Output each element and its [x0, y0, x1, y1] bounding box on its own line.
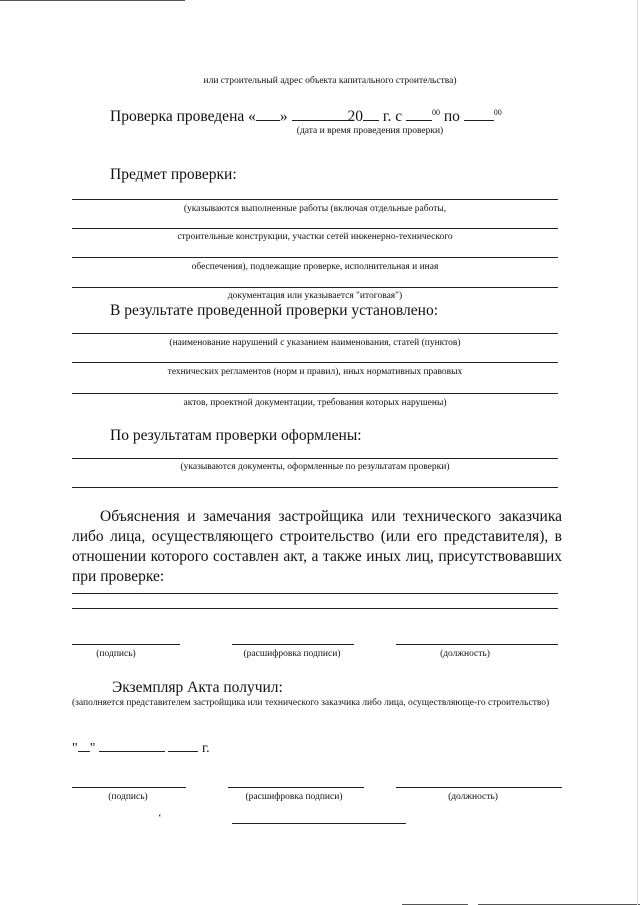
position-line-2[interactable] [396, 787, 562, 788]
subject-line-3[interactable] [72, 257, 558, 258]
documents-caption: (указываются документы, оформленные по результатам проверки) [180, 462, 450, 472]
date-quote-open: " [72, 741, 78, 756]
copy-date-line [72, 737, 210, 757]
copy-year-field[interactable] [168, 737, 198, 752]
time-to-field[interactable] [464, 106, 494, 121]
time-to-label: по [443, 108, 460, 125]
position-caption-1: (должность) [440, 649, 490, 659]
subject-caption-3: обеспечения), подлежащие проверке, исполнительная и иная [191, 262, 439, 272]
documents-line-2[interactable] [72, 487, 558, 488]
subject-caption-2: строительные конструкции, участки сетей инженерно-технического [177, 232, 453, 242]
subject-caption-4: документация или указывается "итоговая") [227, 291, 403, 301]
result-caption-3: актов, проектной документации, требования которых нарушены) [183, 398, 447, 408]
inspection-caption: (дата и время проведения проверки) [296, 126, 444, 136]
time-to-minutes: 00 [493, 107, 502, 117]
scan-edge-right [637, 0, 638, 905]
subject-line-1[interactable] [72, 199, 558, 200]
result-caption-2: технических регламентов (норм и правил), иных нормативных правовых [167, 367, 463, 377]
result-line-1[interactable] [72, 333, 558, 334]
signature-caption-2: (подпись) [108, 792, 148, 802]
explanations-line-1[interactable] [72, 593, 558, 594]
year-prefix: 20 [347, 108, 363, 125]
scan-edge-top [0, 0, 185, 1]
inspection-line [110, 106, 502, 126]
inspection-label: Проверка проведена « [110, 108, 256, 125]
result-line-3[interactable] [72, 393, 558, 394]
time-from-minutes: 00 [432, 107, 440, 117]
extra-line[interactable] [232, 823, 406, 824]
decoding-line-2[interactable] [228, 787, 364, 788]
documents-line-1[interactable] [72, 458, 558, 459]
time-from-label: г. с [382, 108, 403, 125]
time-from-field[interactable] [406, 106, 432, 121]
date-quote-close: " [89, 741, 96, 756]
result-line-2[interactable] [72, 362, 558, 363]
signature-caption-1: (подпись) [96, 649, 136, 659]
day-field[interactable] [256, 106, 280, 121]
signature-line-2[interactable] [72, 787, 186, 788]
stray-mark: ‘ [158, 812, 162, 824]
subject-line-2[interactable] [72, 228, 558, 229]
copy-received-note: (заполняется представителем застройщика или технического заказчика либо лица, осуществляюще-го строительство) [72, 698, 550, 708]
documents-heading: По результатам проверки оформлены: [110, 427, 362, 444]
subject-line-4[interactable] [72, 287, 558, 288]
year-field[interactable] [363, 106, 379, 121]
address-caption: или строительный адрес объекта капитального строительства) [203, 76, 457, 86]
subject-heading: Предмет проверки: [110, 166, 237, 183]
position-line-1[interactable] [396, 644, 558, 645]
result-caption-1: (наименование нарушений с указанием наименования, статей (пунктов) [169, 338, 461, 348]
copy-month-field[interactable] [99, 737, 165, 752]
quote-close: » [279, 108, 288, 125]
decoding-line-1[interactable] [232, 644, 354, 645]
result-heading: В результате проведенной проверки установлено: [110, 302, 439, 319]
subject-caption-1: (указываются выполненные работы (включая отдельные работы, [183, 204, 447, 214]
decoding-caption-1: (расшифровка подписи) [243, 649, 341, 659]
explanations-paragraph: Объяснения и замечания застройщика или технического заказчика либо лица, осуществляющего строительство (или его представителя), в отношении которого составлен акт, а также иных лиц, присутствовавших при проверке: [72, 508, 562, 585]
position-caption-2: (должность) [448, 792, 498, 802]
decoding-caption-2: (расшифровка подписи) [245, 792, 343, 802]
month-field[interactable] [292, 106, 348, 121]
copy-day-field[interactable] [78, 737, 90, 752]
signature-line-1[interactable] [72, 644, 180, 645]
explanations-line-2[interactable] [72, 608, 558, 609]
copy-received-heading: Экземпляр Акта получил: [112, 679, 283, 696]
copy-year-suffix: г. [201, 741, 210, 756]
